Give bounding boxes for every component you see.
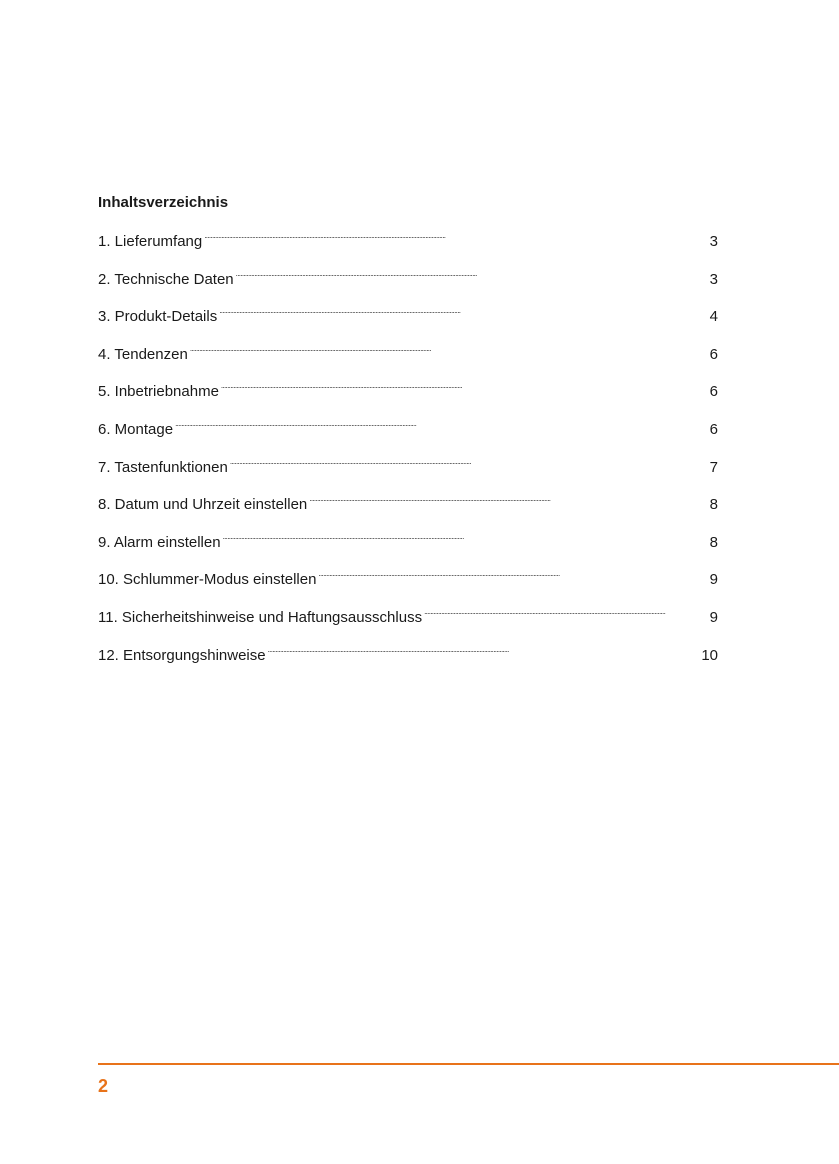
toc-heading: Inhaltsverzeichnis xyxy=(98,194,229,211)
toc-dot-leader xyxy=(219,305,707,321)
toc-entry-page: 6 xyxy=(709,345,718,363)
toc-dot-leader xyxy=(223,531,708,547)
toc-entry-page: 3 xyxy=(709,270,718,288)
toc-entry[interactable] xyxy=(98,380,718,418)
toc-dot-leader xyxy=(204,230,707,246)
toc-entry-page: 9 xyxy=(709,608,718,626)
toc-dot-leader xyxy=(230,456,708,472)
toc-entry-label: 11. Sicherheitshinweise und Haftungsausschluss xyxy=(98,608,423,626)
toc-entry[interactable] xyxy=(98,305,718,343)
toc-dot-leader xyxy=(190,343,708,359)
toc-entry-page: 8 xyxy=(709,533,718,551)
toc-entry[interactable] xyxy=(98,456,718,494)
toc-entry-page: 8 xyxy=(709,496,718,514)
toc-dot-leader xyxy=(424,606,708,622)
page-number: 2 xyxy=(98,1076,109,1096)
toc-entry[interactable] xyxy=(98,644,718,682)
toc-entry-page: 10 xyxy=(701,646,718,664)
toc-entry-label: 5. Inbetriebnahme xyxy=(98,383,219,401)
toc-dot-leader xyxy=(318,568,707,584)
toc-dot-leader xyxy=(309,493,707,509)
toc-entry-page: 6 xyxy=(709,420,718,438)
toc-dot-leader xyxy=(221,380,708,396)
toc-entry-page: 6 xyxy=(709,383,718,401)
toc-entry-label: 6. Montage xyxy=(98,420,174,438)
toc-entry[interactable] xyxy=(98,230,718,268)
toc-entry[interactable] xyxy=(98,418,718,456)
toc-list xyxy=(98,230,718,681)
toc-dot-leader xyxy=(268,644,700,660)
toc-entry[interactable] xyxy=(98,531,718,569)
toc-entry-label: 1. Lieferumfang xyxy=(98,233,203,250)
toc-entry-label: 12. Entsorgungshinweise xyxy=(98,646,266,664)
toc-dot-leader xyxy=(175,418,708,434)
toc-entry-page: 3 xyxy=(709,233,718,250)
toc-entry[interactable] xyxy=(98,568,718,606)
toc-entry-label: 2. Technische Daten xyxy=(98,270,234,288)
toc-entry-label: 10. Schlummer-Modus einstellen xyxy=(98,571,317,589)
toc-entry-label: 9. Alarm einstellen xyxy=(98,533,221,551)
toc-entry-label: 8. Datum und Uhrzeit einstellen xyxy=(98,496,308,514)
toc-dot-leader xyxy=(236,268,708,284)
toc-entry-page: 4 xyxy=(709,308,718,326)
toc-entry-label: 4. Tendenzen xyxy=(98,345,188,363)
toc-entry[interactable] xyxy=(98,606,718,644)
footer-divider xyxy=(98,1063,839,1065)
toc-entry[interactable] xyxy=(98,493,718,531)
toc-entry[interactable] xyxy=(98,268,718,306)
toc-entry-page: 9 xyxy=(709,571,718,589)
toc-entry[interactable] xyxy=(98,343,718,381)
toc-entry-label: 3. Produkt-Details xyxy=(98,308,218,326)
toc-entry-page: 7 xyxy=(709,458,718,476)
toc-entry-label: 7. Tastenfunktionen xyxy=(98,458,228,476)
table-of-contents xyxy=(98,192,718,681)
